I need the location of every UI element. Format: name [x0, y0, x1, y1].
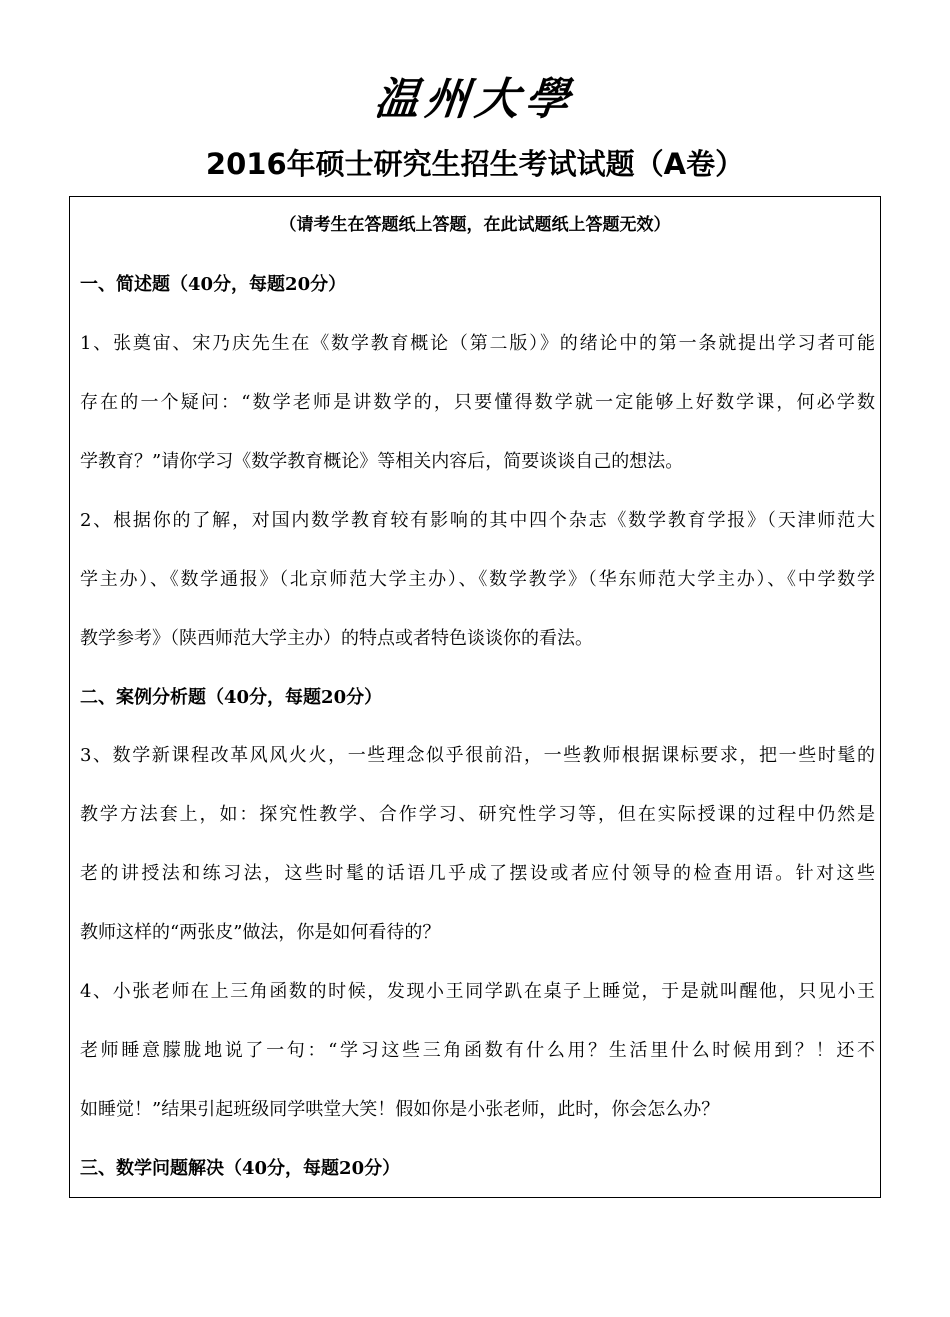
exam-title: 2016年硕士研究生招生考试试题（A卷）: [205, 147, 745, 181]
question-4-line-2: 老师睡意朦胧地说了一句：“学习这些三角函数有什么用？生活里什么时候用到？！还不: [80, 1040, 875, 1061]
section-heading-problem-solving: 三、数学问题解决（40分，每题20分）: [80, 1158, 401, 1179]
question-1-line-2: 存在的一个疑问：“数学老师是讲数学的，只要懂得数学就一定能够上好数学课，何必学数: [80, 392, 875, 413]
question-3-line-1: 3、数学新课程改革风风火火，一些理念似乎很前沿，一些教师根据课标要求，把一些时髦的: [80, 745, 875, 766]
question-1-line-1: 1、张奠宙、宋乃庆先生在《数学教育概论（第二版）》的绪论中的第一条就提出学习者可能: [80, 333, 875, 354]
question-1-line-3: 学教育？”请你学习《数学教育概论》等相关内容后，简要谈谈自己的想法。: [80, 451, 684, 472]
question-3-line-4: 教师这样的“两张皮”做法，你是如何看待的？: [80, 922, 441, 943]
question-4: [80, 962, 875, 1139]
question-2-line-1: 2、根据你的了解，对国内数学教育较有影响的其中四个杂志《数学教育学报》（天津师范大: [80, 510, 875, 531]
question-2-line-2: 学主办）、《数学通报》（北京师范大学主办）、《数学教学》（华东师范大学主办）、《中学数学: [80, 569, 875, 590]
question-3-line-3: 老的讲授法和练习法，这些时髦的话语几乎成了摆设或者应付领导的检查用语。针对这些: [80, 863, 875, 884]
question-3: [80, 726, 875, 962]
answer-notice: （请考生在答题纸上答题，在此试题纸上答题无效）: [279, 215, 671, 235]
question-4-line-3: 如睡觉！”结果引起班级同学哄堂大笑！假如你是小张老师，此时，你会怎么办？: [80, 1099, 720, 1120]
question-2-line-3: 教学参考》（陕西师范大学主办）的特点或者特色谈谈你的看法。: [80, 628, 593, 649]
question-3-line-2: 教学方法套上，如：探究性教学、合作学习、研究性学习等，但在实际授课的过程中仍然是: [80, 804, 875, 825]
university-logo: 温州大學: [372, 74, 578, 125]
section-heading-case-analysis: 二、案例分析题（40分，每题20分）: [80, 687, 383, 708]
question-2: [80, 491, 875, 668]
question-4-line-1: 4、小张老师在上三角函数的时候，发现小王同学趴在桌子上睡觉，于是就叫醒他，只见小王: [80, 981, 875, 1002]
section-heading-short-answer: 一、简述题（40分，每题20分）: [80, 274, 347, 295]
question-1: [80, 314, 875, 491]
